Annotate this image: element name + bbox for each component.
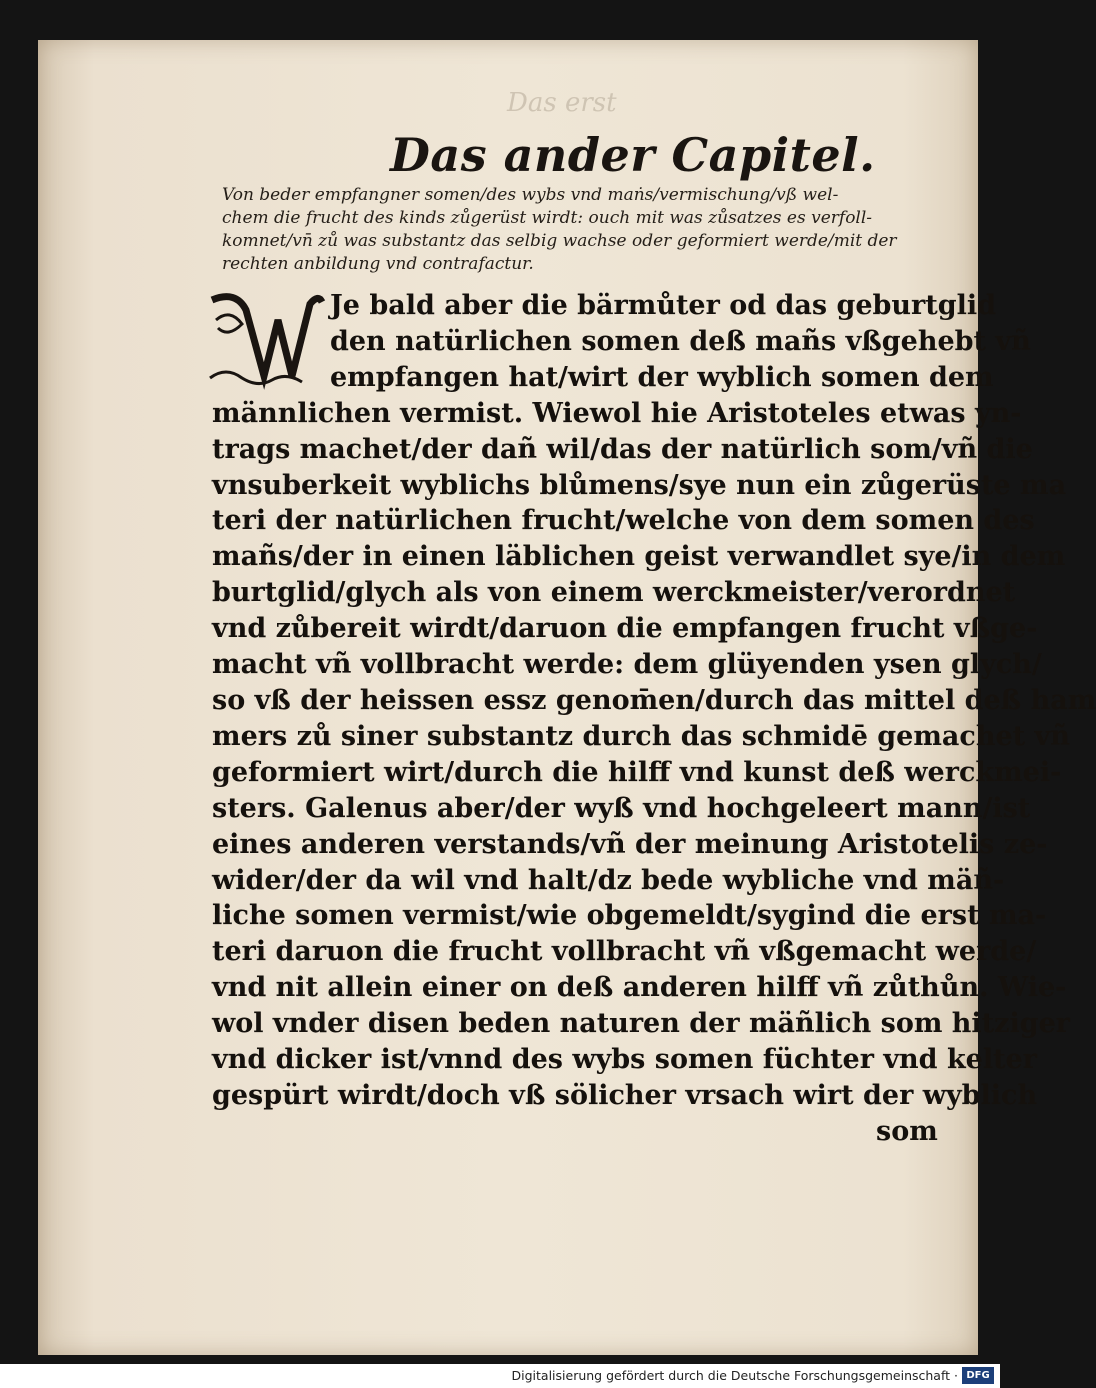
text-line: männlichen vermist. Wiewol hie Aristoteles etwas yn- — [212, 397, 1022, 429]
text-line: eines anderen verstands/vñ der meinung Aristotelis ze- — [212, 828, 1048, 860]
text-line: macht vñ vollbracht werde: dem glüyenden ysen glych/ — [212, 649, 1042, 681]
footer-credit: Digitalisierung gefördert durch die Deutsche Forschungsgemeinschaft · — [511, 1368, 958, 1383]
text-line: vnd nit allein einer on deß anderen hilff vñ zůthůn. Wie- — [212, 972, 1067, 1004]
show-through-header: Das erst — [507, 88, 617, 118]
summary-line: komnet/vn̄ zů was substantz das selbig wachse oder geformiert werde/mit der — [222, 231, 897, 251]
text-line: vnsuberkeit wyblichs blůmens/sye nun ein zůgerüste ma — [212, 469, 1067, 501]
summary-line: chem die frucht des kinds zůgerüst wirdt: ouch mit was zůsatzes es verfoll- — [222, 208, 873, 228]
text-line: teri der natürlichen frucht/welche von dem somen des — [212, 505, 1035, 537]
text-line: so vß der heissen essz genom̄en/durch das mittel deß ham — [212, 684, 1096, 716]
body-text — [212, 288, 1096, 1150]
text-line: den natürlichen somen deß mañs vßgehebt vñ — [330, 325, 1031, 357]
text-line: trags machet/der dañ wil/das der natürlich som/vñ die — [212, 433, 1033, 465]
summary-line: Von beder empfangner somen/des wybs vnd maṅs/vermischung/vß wel- — [222, 185, 839, 205]
text-line: burtglid/glych als von einem werckmeister/verordnet — [212, 577, 1016, 609]
text-line: mers zů siner substantz durch das schmidē gemachet vñ — [212, 720, 1070, 752]
text-line: mañs/der in einen läblichen geist verwandlet sye/in dem — [212, 541, 1066, 573]
text-line: vnd zůbereit wirdt/daruon die empfangen frucht vßge- — [212, 613, 1038, 645]
chapter-summary — [222, 184, 962, 276]
dfg-logo: DFG — [962, 1367, 994, 1384]
chapter-title: Das ander Capitel. — [390, 128, 876, 182]
text-line: wider/der da wil vnd halt/dz bede wybliche vnd mäñ- — [212, 864, 1005, 896]
footer-bar — [0, 1364, 1000, 1388]
catchword: som — [876, 1115, 938, 1147]
text-line: Je bald aber die bärmůter od das geburtglid — [330, 290, 997, 321]
text-line: gespürt wirdt/doch vß sölicher vrsach wirt der wyblich — [212, 1079, 1038, 1111]
text-line: wol vnder disen beden naturen der mäñlich som hitziger — [212, 1008, 1071, 1040]
text-line: sters. Galenus aber/der wyß vnd hochgeleert mann/ist — [212, 792, 1031, 824]
text-line: liche somen vermist/wie obgemeldt/sygind die erst ma- — [212, 900, 1047, 932]
text-line: teri daruon die frucht vollbracht vñ vßgemacht werde/ — [212, 936, 1037, 968]
text-line: vnd dicker ist/vnnd des wybs somen füchter vnd kelter — [212, 1044, 1037, 1076]
summary-line: rechten anbildung vnd contrafactur. — [222, 254, 534, 274]
text-line: geformiert wirt/durch die hilff vnd kunst deß werckmei- — [212, 756, 1062, 788]
text-line: empfangen hat/wirt der wyblich somen dem — [330, 361, 994, 393]
